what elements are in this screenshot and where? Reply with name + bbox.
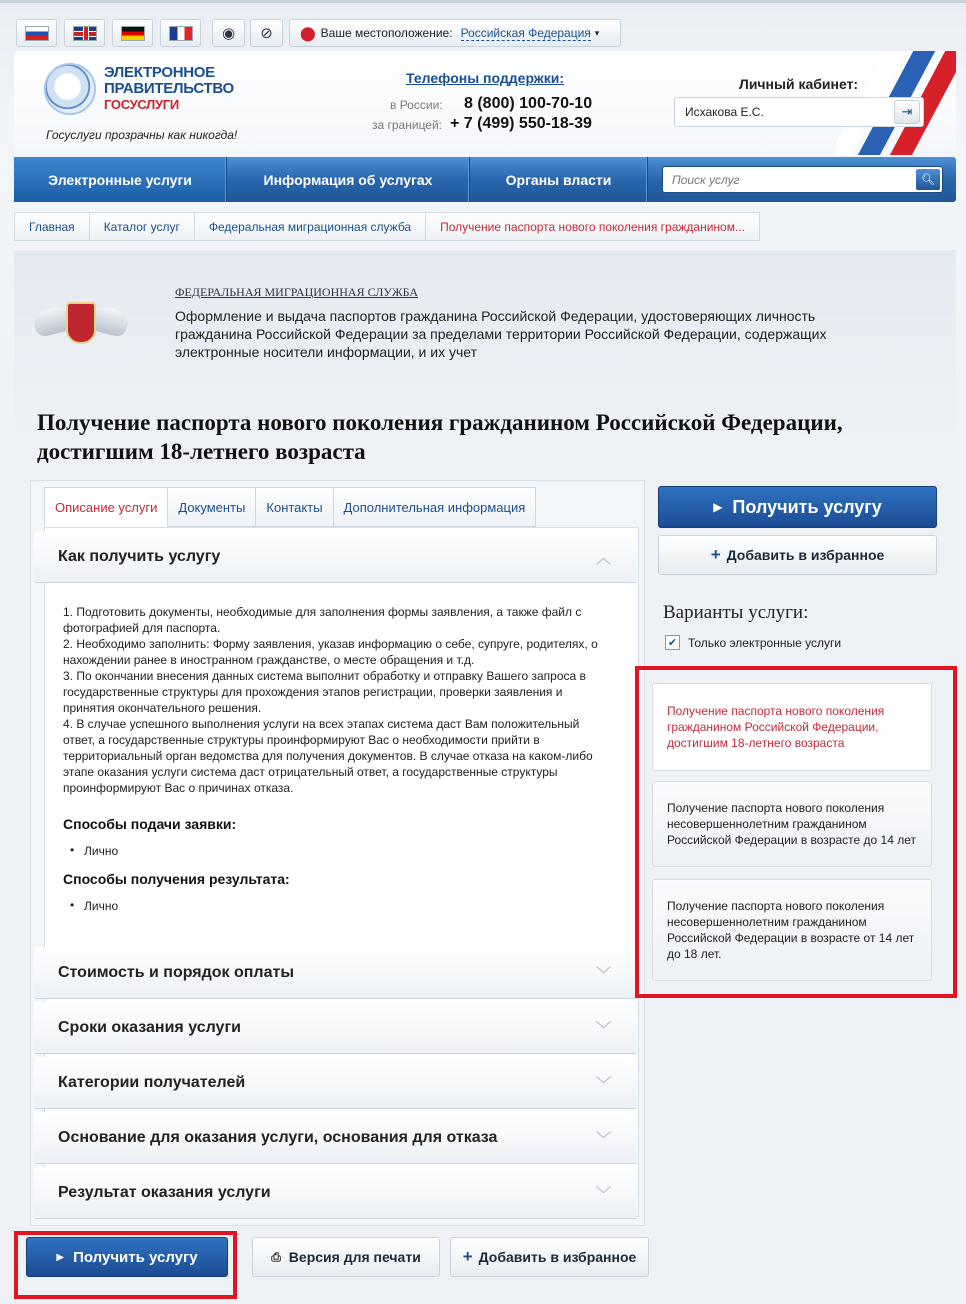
play-arrow-icon: ▶ (56, 1251, 65, 1263)
plus-icon: + (462, 1247, 473, 1266)
only-electronic-label: Только электронные услуги (688, 635, 842, 650)
russia-phone: 8 (800) 100-70-10 (464, 95, 593, 112)
dropdown-arrow-icon: ▾ (594, 27, 600, 38)
agency-link[interactable]: ФЕДЕРАЛЬНАЯ МИГРАЦИОННАЯ СЛУЖБА (175, 285, 419, 299)
search-box (662, 166, 943, 193)
submit-method-item: • Лично (84, 844, 118, 858)
variants-highlight-box (635, 666, 957, 998)
breadcrumb (14, 212, 760, 241)
slogan: Госуслуги прозрачны как никогда! (46, 128, 238, 142)
service-details-panel (30, 480, 645, 1226)
chevron-down-icon: ﹀ (595, 1021, 611, 1038)
support-phones-link[interactable]: Телефоны поддержки: (406, 70, 565, 86)
location-label: Ваше местоположение: (320, 26, 453, 40)
accordion-title: Сроки оказания услуги (58, 1018, 241, 1036)
russia-flag-icon (25, 26, 49, 41)
accordion-grounds[interactable] (34, 1112, 637, 1164)
step-item: 4. В случае успешного выполнения услуги на всех этапах система даст Вам положительный ответ, а государственные структуры проинформируют Вас о необходимости прийти в территориальный орган ведомства для получения документов. В случае отказа на каком-либо этапе оказания услуги система даст отрицательный ответ, а государственные структуры проинформируют Вас о причинах отказа. (63, 717, 593, 795)
user-account-box[interactable] (674, 97, 924, 127)
russia-label: в России: (390, 98, 443, 112)
eye-icon: ◉ (221, 25, 236, 42)
step-item: 3. По окончании внесения данных система выполнит обработку и отправку Вашего запроса в государственные структуры для прохождения этапов регистрации, проверки заявления и принятия окончательного решения. (63, 669, 586, 715)
search-icon: 🔍︎ (921, 174, 935, 186)
tab-description[interactable]: Описание услуги (44, 487, 167, 527)
location-selector[interactable] (289, 19, 621, 47)
step-item: 1. Подготовить документы, необходимые для заполнения формы заявления, а также файл с фотографией для паспорта. (63, 605, 582, 635)
france-flag-icon (169, 26, 193, 41)
lang-english-button[interactable] (64, 19, 105, 47)
tab-documents[interactable]: Документы (167, 487, 255, 527)
chevron-down-icon: ﹀ (595, 1076, 611, 1093)
vision-impaired-button[interactable] (212, 19, 245, 47)
checkbox-checked-icon[interactable]: ✔ (665, 635, 680, 650)
lang-german-button[interactable] (112, 19, 153, 47)
user-name: Исхакова Е.С. (685, 105, 764, 119)
search-input[interactable] (663, 167, 913, 192)
accordion-title: Основание для оказания услуги, основания для отказа (58, 1128, 498, 1146)
step-item: 2. Необходимо заполнить: Форму заявления, указав информацию о себе, супруге, родителях, о нахождении ранее в иностранном гражданстве, о месте обращения и т.д. (63, 637, 598, 667)
lang-russian-button[interactable] (16, 19, 57, 47)
add-favorite-button[interactable]: + Добавить в избранное (658, 535, 937, 575)
accordion-result[interactable] (34, 1167, 637, 1219)
exit-icon: ⇥ (901, 104, 913, 119)
germany-flag-icon (121, 26, 145, 41)
search-button[interactable] (916, 169, 940, 190)
chevron-down-icon: ﹀ (595, 1186, 611, 1203)
accordion-title: Как получить услугу (58, 547, 221, 565)
breadcrumb-catalog[interactable]: Каталог услуг (89, 212, 194, 241)
accordion-recipients[interactable] (34, 1057, 637, 1109)
printer-icon: ⎙ (271, 1249, 281, 1264)
site-header (14, 51, 956, 155)
logout-button[interactable] (894, 100, 920, 124)
abroad-phone: + 7 (499) 550-18-39 (450, 115, 592, 132)
accordion-terms[interactable] (34, 1002, 637, 1054)
breadcrumb-current: Получение паспорта нового поколения гражданином... (425, 212, 760, 241)
get-service-highlight-box (14, 1231, 237, 1299)
main-navigation (14, 157, 956, 202)
abroad-label: за границей: (372, 118, 443, 132)
accordion-cost[interactable] (34, 947, 637, 999)
nav-service-info[interactable]: Информация об услугах (227, 157, 470, 202)
variants-title: Варианты услуги: (663, 602, 809, 623)
plus-icon: + (710, 545, 721, 564)
uk-flag-icon (73, 26, 97, 41)
submit-methods-title: Способы подачи заявки: (63, 816, 237, 832)
accordion-title: Категории получателей (58, 1073, 246, 1091)
variant-item-adult[interactable]: Получение паспорта нового поколения гражданином Российской Федерации, достигшим 18-летнего возраста (652, 683, 932, 771)
bottom-add-favorite-button[interactable]: + Добавить в избранное (450, 1237, 649, 1277)
breadcrumb-agency[interactable]: Федеральная миграционная служба (194, 212, 425, 241)
gosuslugi-logo-icon[interactable] (44, 63, 96, 115)
breadcrumb-home[interactable]: Главная (14, 212, 89, 241)
accordion-how-to-get[interactable] (34, 531, 637, 583)
nav-authorities[interactable]: Органы власти (470, 157, 648, 202)
result-methods-title: Способы получения результата: (63, 871, 290, 887)
compass-button[interactable] (250, 19, 283, 47)
page-title: Получение паспорта нового поколения гражданином Российской Федерации, достигшим 18-летнего возраста (37, 410, 843, 464)
nav-electronic-services[interactable]: Электронные услуги (14, 157, 227, 202)
agency-description: Оформление и выдача паспортов гражданина Российской Федерации, удостоверяющих личность гражданина Российской Федерации за пределами территории Российской Федерации, содержащих электронные носители информации, и их учет (175, 308, 827, 360)
print-version-button[interactable]: ⎙ Версия для печати (252, 1237, 440, 1277)
logo-text[interactable]: ЭЛЕКТРОННОЕ ПРАВИТЕЛЬСТВО ГОСУСЛУГИ (104, 64, 234, 112)
get-service-button[interactable]: ▶ Получить услугу (658, 486, 937, 528)
compass-icon: ⊘ (260, 25, 273, 42)
lang-french-button[interactable] (160, 19, 201, 47)
accordion-title: Результат оказания услуги (58, 1183, 271, 1201)
fms-emblem-icon (34, 290, 128, 372)
accordion-title: Стоимость и порядок оплаты (58, 963, 294, 981)
bottom-get-service-button[interactable]: ▶ Получить услугу (26, 1237, 228, 1277)
chevron-down-icon: ﹀ (595, 1131, 611, 1148)
chevron-down-icon: ﹀ (595, 966, 611, 983)
result-method-item: • Лично (84, 899, 118, 913)
tab-contacts[interactable]: Контакты (255, 487, 332, 527)
steps-list (63, 604, 613, 796)
accessibility-tools (212, 19, 283, 47)
service-tabs (44, 487, 536, 527)
only-electronic-filter[interactable] (665, 635, 841, 650)
chevron-up-icon: ︿ (595, 550, 611, 567)
language-bar (16, 19, 201, 47)
play-arrow-icon: ▶ (713, 500, 723, 514)
variant-item-14-to-18[interactable]: Получение паспорта нового поколения несовершеннолетним гражданином Российской Федерации в возрасте от 14 лет до 18 лет. (652, 879, 932, 981)
variant-item-under-14[interactable]: Получение паспорта нового поколения несовершеннолетним гражданином Российской Федерации в возрасте до 14 лет (652, 781, 932, 867)
location-pin-icon: ⬤ (300, 24, 316, 41)
top-border (0, 0, 966, 3)
tab-additional-info[interactable]: Дополнительная информация (333, 487, 537, 527)
personal-cabinet-title: Личный кабинет: (739, 76, 859, 92)
location-value[interactable]: Российская Федерация (460, 25, 591, 40)
